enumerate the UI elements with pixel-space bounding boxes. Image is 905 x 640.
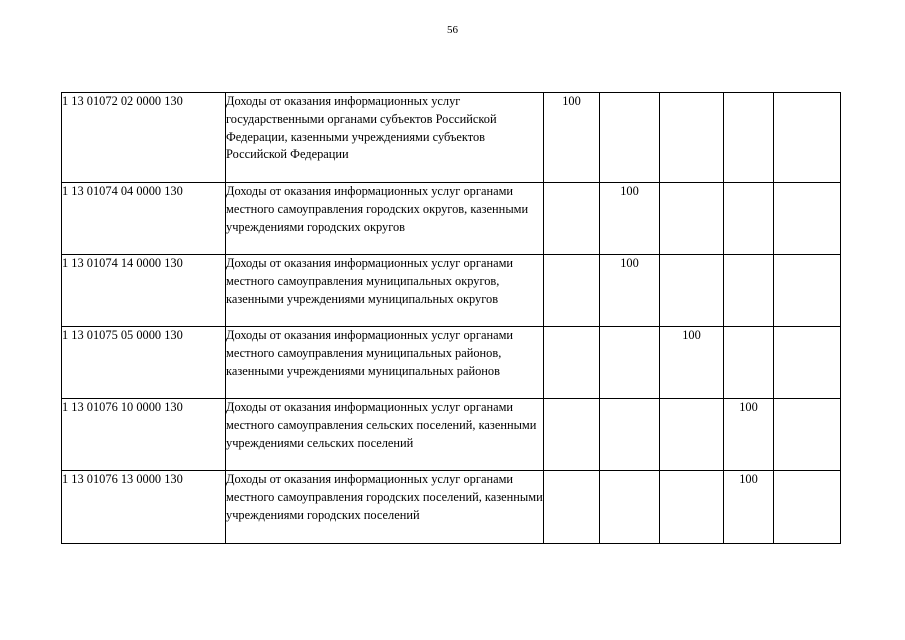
revenue-code: 1 13 01075 05 0000 130: [62, 327, 226, 399]
percentage-cell: [660, 471, 724, 544]
percentage-cell: 100: [600, 183, 660, 255]
percentage-cell: [544, 399, 600, 471]
percentage-cell: [774, 399, 841, 471]
page-number: 56: [447, 24, 458, 36]
percentage-cell: 100: [724, 399, 774, 471]
revenue-distribution-table: [61, 92, 841, 544]
revenue-code: 1 13 01076 13 0000 130: [62, 471, 226, 544]
percentage-cell: 100: [724, 471, 774, 544]
percentage-cell: 100: [660, 327, 724, 399]
percentage-cell: [660, 255, 724, 327]
percentage-cell: [774, 471, 841, 544]
percentage-cell: [724, 183, 774, 255]
percentage-cell: [600, 471, 660, 544]
percentage-cell: 100: [544, 93, 600, 183]
table-row: [62, 471, 841, 544]
revenue-description: Доходы от оказания информационных услуг органами местного самоуправления муниципальных округов, казенными учреждениями муниципальных округов: [226, 255, 544, 327]
revenue-description: Доходы от оказания информационных услуг государственными органами субъектов Российской Федерации, казенными учреждениями субъектов Российской Федерации: [226, 93, 544, 183]
revenue-description: Доходы от оказания информационных услуг органами местного самоуправления городских поселений, казенными учреждениями городских поселений: [226, 471, 544, 544]
percentage-cell: [660, 93, 724, 183]
revenue-description: Доходы от оказания информационных услуг органами местного самоуправления сельских поселений, казенными учреждениями сельских поселений: [226, 399, 544, 471]
percentage-cell: [600, 399, 660, 471]
revenue-description: Доходы от оказания информационных услуг органами местного самоуправления городских округов, казенными учреждениями городских округов: [226, 183, 544, 255]
percentage-cell: [600, 93, 660, 183]
percentage-cell: [774, 93, 841, 183]
percentage-cell: [544, 471, 600, 544]
percentage-cell: [660, 399, 724, 471]
percentage-cell: [544, 183, 600, 255]
revenue-description: Доходы от оказания информационных услуг органами местного самоуправления муниципальных районов, казенными учреждениями муниципальных районов: [226, 327, 544, 399]
table-row: [62, 327, 841, 399]
table-row: [62, 183, 841, 255]
revenue-code: 1 13 01076 10 0000 130: [62, 399, 226, 471]
percentage-cell: [544, 255, 600, 327]
table-row: [62, 399, 841, 471]
percentage-cell: [660, 183, 724, 255]
revenue-code: 1 13 01072 02 0000 130: [62, 93, 226, 183]
percentage-cell: [724, 255, 774, 327]
revenue-code: 1 13 01074 04 0000 130: [62, 183, 226, 255]
percentage-cell: 100: [600, 255, 660, 327]
percentage-cell: [774, 183, 841, 255]
revenue-code: 1 13 01074 14 0000 130: [62, 255, 226, 327]
percentage-cell: [724, 93, 774, 183]
percentage-cell: [600, 327, 660, 399]
percentage-cell: [724, 327, 774, 399]
percentage-cell: [544, 327, 600, 399]
percentage-cell: [774, 255, 841, 327]
table-row: [62, 255, 841, 327]
percentage-cell: [774, 327, 841, 399]
table-row: [62, 93, 841, 183]
